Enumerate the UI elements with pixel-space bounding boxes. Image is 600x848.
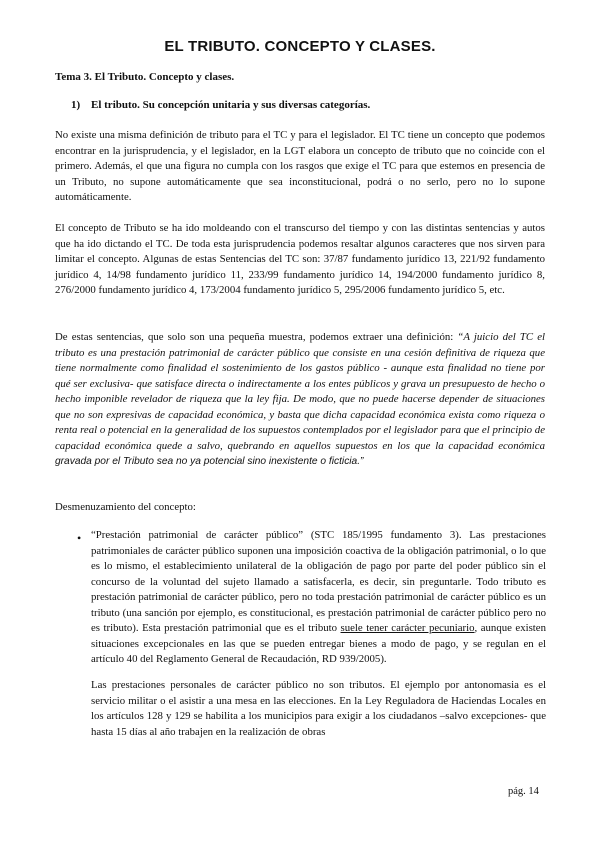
definition-quote-tail: gravada por el Tributo sea no ya potencial sino inexistente o ficticia.”: [55, 456, 364, 467]
breakdown-intro: Desmenuzamiento del concepto:: [55, 501, 196, 513]
bullet-text-b: , aunque existen situaciones excepcionales en las que se pueden entregar bienes a modo de pago, y se regulan en el artículo 40 del Reglamento General de Recaudación, RD 939/2005).: [91, 622, 547, 665]
bullet-marker: •: [77, 531, 82, 545]
bullet-text-a: Las prestaciones patrimoniales de carácter público suponen una imposición coactiva de la obligación patrimonial, o lo que es lo mismo, el establecimiento unilateral de la obligación de pago por parte del poder público sin el concurso de la voluntad del sujeto llamado a satisfacerla, es decir, sin preguntarle. Todo tributo es prestación patrimonial de carácter público, pero no toda prestación patrimonial de carácter público es un tributo (una sanción por ejemplo, es constitucional, es prestación patrimonial de carácter público pero no es tributo). Esta prestación patrimonial que es el tributo: [91, 529, 546, 634]
section-heading: Tema 3. El Tributo. Concepto y clases.: [55, 71, 235, 83]
definition-quote: “A juicio del TC el tributo es una prestación patrimonial de carácter público que consiste en una cesión definitiva de riqueza que tiene normalmente como finalidad el sostenimiento de los gastos público - aunque esta finalidad no tiene por qué ser exclusiva- que satisface directa o indirectamente a los entes públicos y grava un presupuesto de hecho o hecho imponible revelador de riqueza que la ley fija. De modo, que no puede hacerse depender de situaciones que no son expresivas de capacidad económica, y basta que dicha capacidad económica exista como riqueza o renta real o potencial en la generalidad de los supuestos contemplados por el legislador para que el principio de capacidad económica quede a salvo, quebrando en aquellos supuestos en los que la capacidad económica: [55, 331, 545, 452]
paragraph-3: [55, 330, 545, 470]
paragraph-2: El concepto de Tributo se ha ido moldeando con el transcurso del tiempo y con las distintas sentencias y autos que ha ido dictando el TC. De toda esta jurisprudencia podemos resaltar algunos caracteres que nos sirven para limitar el concepto. Algunas de estas Sentencias del TC son: 37/87 fundamento jurídico 13, 221/92 fundamento jurídico 4, 14/98 fundamento jurídico 11, 233/99 fundamento jurídico 14, 194/2000 fundamento jurídico 8, 276/2000 fundamento jurídico 4, 173/2004 fundamento jurídico 5, 295/2006 fundamento jurídico 5, etc.: [55, 222, 545, 296]
paragraph-1: No existe una misma definición de tributo para el TC y para el legislador. El TC tiene un concepto que podemos encontrar en la jurisprudencia, y el legislador, en la LGT elabora un concepto de tributo que no coincide con el primero. Además, el que una figura no cumpla con los rasgos que exige el TC para que estemos en presencia de un Tributo, no supone automáticamente que sea inconstitucional, podrá o no serlo, pero no lo supone automáticamente.: [55, 129, 545, 203]
bullet-paragraph-2: Las prestaciones personales de carácter público no son tributos. El ejemplo por antonomasia es el servicio militar o el asistir a una mesa en las elecciones. En la Ley Reguladora de Haciendas Locales en los artículos 128 y 129 se habilita a los municipios para exigir a los ciudadanos –salvo excepciones- que hasta 15 días al año trabajen en la realización de obras: [91, 679, 546, 738]
bullet-heading: “Prestación patrimonial de carácter público” (STC 185/1995 fundamento 3).: [91, 529, 462, 541]
paragraph-3-intro: De estas sentencias, que solo son una pequeña muestra, podemos extraer una definición:: [55, 331, 458, 343]
subsection-number: 1): [71, 99, 81, 111]
subsection-heading: [71, 99, 370, 111]
page-title: EL TRIBUTO. CONCEPTO Y CLASES.: [164, 38, 436, 55]
bullet-underlined-text: suele tener carácter pecuniario: [340, 622, 475, 634]
subsection-title: El tributo. Su concepción unitaria y sus diversas categorías.: [91, 99, 371, 111]
page-number: pág. 14: [508, 786, 539, 797]
bullet-item: [91, 528, 546, 668]
